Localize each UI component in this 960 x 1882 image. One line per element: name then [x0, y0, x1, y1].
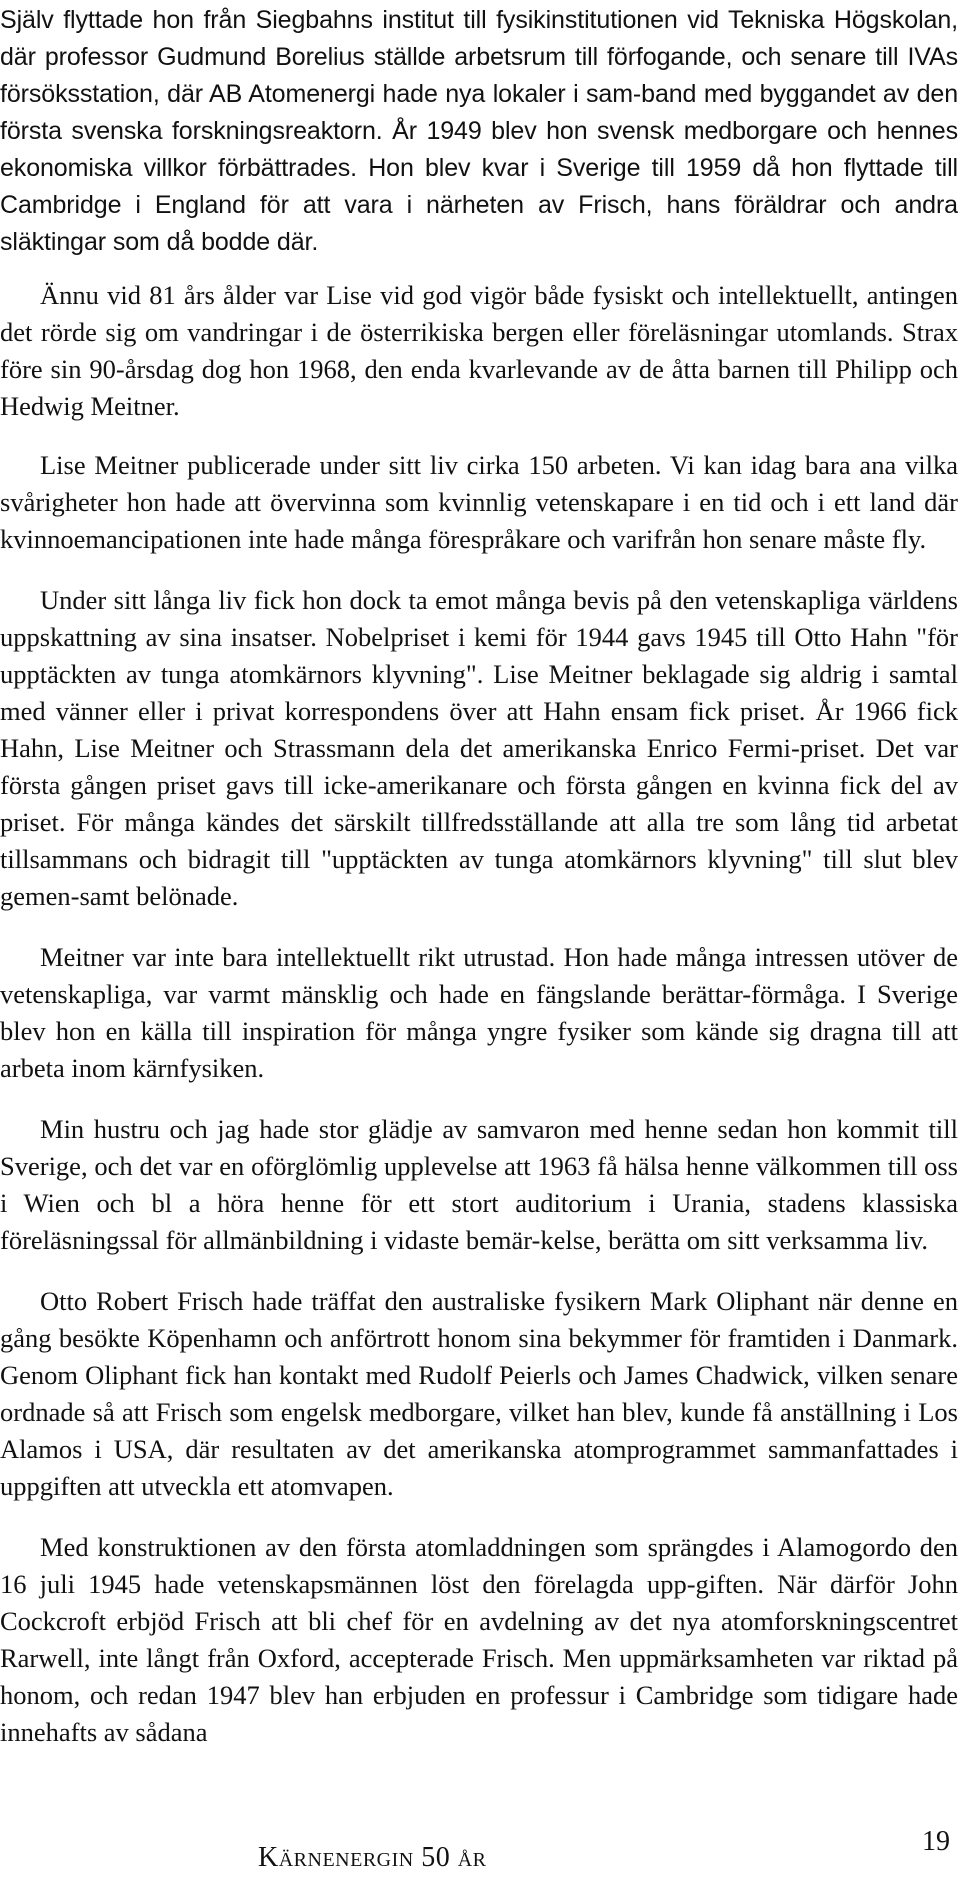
paragraph-3: Lise Meitner publicerade under sitt liv cirka 150 arbeten. Vi kan idag bara ana vilka svårigheter hon hade att övervinna som kvinnlig vetenskapare i en tid och i ett land där kvinnoemancipationen inte hade många förespråkare och varifrån hon senare måste fly. [0, 450, 958, 554]
paragraph-4: Under sitt långa liv fick hon dock ta emot många bevis på den vetenskapliga världens uppskattning av sina insatser. Nobelpriset i kemi för 1944 gavs 1945 till Otto Hahn "för upptäckten av tunga atomkärnors klyvning". Lise Meitner beklagade sig aldrig i samtal med vänner eller i privat korrespondens över att Hahn ensam fick priset. År 1966 fick Hahn, Lise Meitner och Strassmann dela det amerikanska Enrico Fermi-priset. Det var första gången priset gavs till icke-amerikanare och första gången en kvinna fick del av priset. För många kändes det särskilt tillfredsställande att alla tre som lång tid arbetat tillsammans och bidragit till "upptäckten av tunga atomkärnors klyvning" till slut blev gemen-samt belönade. [0, 585, 958, 911]
paragraph-2: Ännu vid 81 års ålder var Lise vid god vigör både fysiskt och intellektuellt, antingen det rörde sig om vandringar i de österrikiska bergen eller föreläsningar utomlands. Strax före sin 90-årsdag dog hon 1968, den enda kvarlevande av de åtta barnen till Philipp och Hedwig Meitner. [0, 280, 958, 421]
running-footer-title: Kärnenergin 50 år [258, 1842, 487, 1873]
page-number: 19 [922, 1826, 950, 1857]
paragraph-8: Med konstruktionen av den första atomladdningen som sprängdes i Alamogordo den 16 juli 1945 hade vetenskapsmännen löst den förelagda upp-giften. När därför John Cockcroft erbjöd Frisch att bli chef för en avdelning av det nya atomforskningscentret Rarwell, inte långt från Oxford, accepterade Frisch. Men uppmärksamheten var riktad på honom, och redan 1947 blev han erbjuden en professur i Cambridge som tidigare hade innehafts av sådana [0, 1532, 958, 1747]
paragraph-6: Min hustru och jag hade stor glädje av samvaron med henne sedan hon kommit till Sverige, och det var en oförglömlig upplevelse att 1963 få hälsa henne välkommen till oss i Wien och bl a höra henne för ett stort auditorium i Urania, stadens klassiska föreläsningssal för allmänbildning i vidaste bemär-kelse, berätta om sitt verksamma liv. [0, 1114, 958, 1255]
paragraph-5: Meitner var inte bara intellektuellt rikt utrustad. Hon hade många intressen utöver de vetenskapliga, var varmt mänsklig och hade en fängslande berättar-förmåga. I Sverige blev hon en källa till inspiration för många yngre fysiker som kände sig dragna till att arbeta inom kärnfysiken. [0, 942, 958, 1083]
paragraph-1: Själv flyttade hon från Siegbahns institut till fysikinstitutionen vid Tekniska Högskolan, där professor Gudmund Borelius ställde arbetsrum till förfogande, och senare till IVAs försöksstation, där AB Atomenergi hade nya lokaler i sam-band med byggandet av den första svenska forskningsreaktorn. År 1949 blev hon svensk medborgare och hennes ekonomiska villkor förbättrades. Hon blev kvar i Sverige till 1959 då hon flyttade till Cambridge i England för att vara i närheten av Frisch, hans föräldrar och andra släktingar som då bodde där. [0, 6, 958, 256]
body-text [0, 2, 958, 1775]
paragraph-7: Otto Robert Frisch hade träffat den australiske fysikern Mark Oliphant när denne en gång besökte Köpenhamn och anförtrott honom sina bekymmer för framtiden i Danmark. Genom Oliphant fick han kontakt med Rudolf Peierls och James Chadwick, vilken senare ordnade så att Frisch som engelsk medborgare, vilket han blev, kunde få anställning i Los Alamos i USA, där resultaten av det amerikanska atomprogrammet sammanfattades i uppgiften att utveckla ett atomvapen. [0, 1286, 958, 1501]
